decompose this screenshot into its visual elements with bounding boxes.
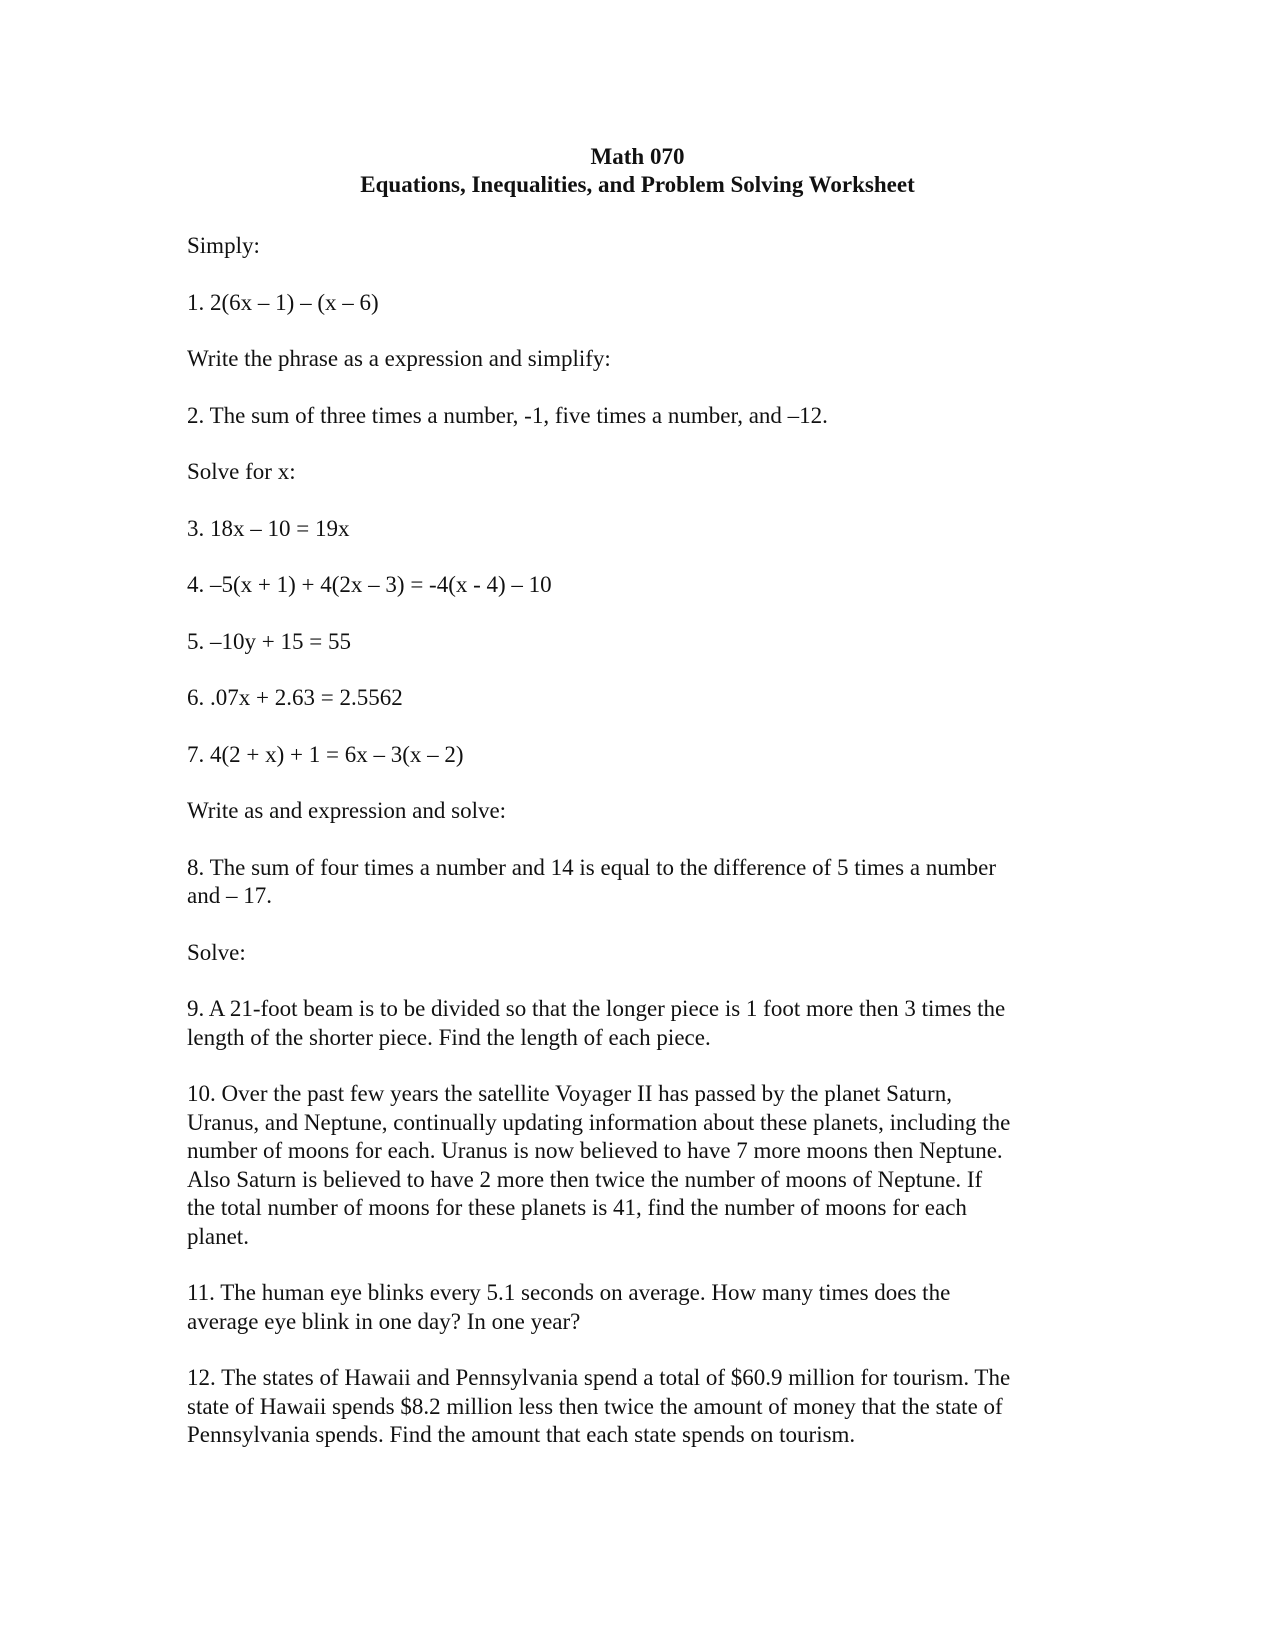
problem-8: [187, 854, 1087, 911]
section-heading-write-phrase: Write the phrase as a expression and simplify:: [187, 346, 611, 371]
worksheet-header: [0, 143, 1275, 199]
section-heading-solve: Solve:: [187, 939, 246, 965]
section-heading-simplify: Simply:: [187, 233, 260, 258]
course-title: Math 070: [590, 144, 685, 169]
problem-10-line: 10. Over the past few years the satellite Voyager II has passed by the planet Saturn,: [187, 1081, 952, 1106]
problem-2: 2. The sum of three times a number, -1, five times a number, and –12.: [187, 402, 828, 428]
problem-8-line: and – 17.: [187, 883, 272, 908]
problem-4: 4. –5(x + 1) + 4(2x – 3) = -4(x - 4) – 10: [187, 572, 552, 597]
worksheet-title: Equations, Inequalities, and Problem Solving Worksheet: [360, 172, 915, 197]
section-heading-solve-for-x: Solve for x:: [187, 459, 296, 484]
problem-1: 1. 2(6x – 1) – (x – 6): [187, 289, 379, 315]
problem-10-line: Also Saturn is believed to have 2 more then twice the number of moons of Neptune. If: [187, 1166, 983, 1192]
worksheet-content: [187, 232, 1087, 1450]
problem-11-line: 11. The human eye blinks every 5.1 seconds on average. How many times does the: [187, 1280, 951, 1305]
problem-10-line: the total number of moons for these planets is 41, find the number of moons for each: [187, 1195, 967, 1220]
problem-3: 3. 18x – 10 = 19x: [187, 515, 350, 541]
problem-9: [187, 995, 1087, 1052]
problem-12: [187, 1364, 1087, 1450]
problem-7: 7. 4(2 + x) + 1 = 6x – 3(x – 2): [187, 741, 464, 767]
problem-11-line: average eye blink in one day? In one year?: [187, 1308, 581, 1334]
problem-8-line: 8. The sum of four times a number and 14 is equal to the difference of 5 times a number: [187, 854, 997, 880]
problem-9-line: length of the shorter piece. Find the length of each piece.: [187, 1024, 711, 1050]
problem-10-line: Uranus, and Neptune, continually updating information about these planets, including the: [187, 1109, 1011, 1135]
section-heading-write-expression: Write as and expression and solve:: [187, 798, 507, 823]
problem-10-line: planet.: [187, 1223, 249, 1249]
problem-12-line: state of Hawaii spends $8.2 million less then twice the amount of money that the state of: [187, 1393, 1003, 1419]
problem-12-line: 12. The states of Hawaii and Pennsylvania spend a total of $60.9 million for tourism. The: [187, 1365, 1011, 1390]
problem-6: 6. .07x + 2.63 = 2.5562: [187, 685, 403, 710]
problem-12-line: Pennsylvania spends. Find the amount that each state spends on tourism.: [187, 1422, 856, 1447]
problem-9-line: 9. A 21-foot beam is to be divided so that the longer piece is 1 foot more then 3 times the: [187, 996, 1006, 1021]
problem-10-line: number of moons for each. Uranus is now believed to have 7 more moons then Neptune.: [187, 1138, 1003, 1163]
problem-11: [187, 1279, 1087, 1336]
problem-10: [187, 1080, 1087, 1251]
problem-5: 5. –10y + 15 = 55: [187, 628, 351, 654]
